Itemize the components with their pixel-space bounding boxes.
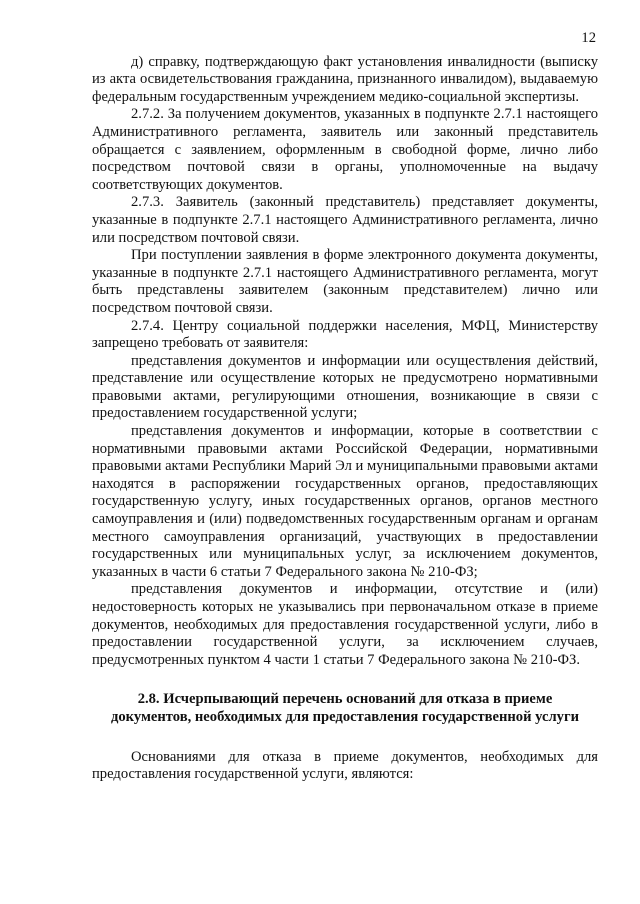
section-heading-line-2: документов, необходимых для предоставления государственной услуги: [111, 708, 579, 725]
paragraph-electronic-submission: При поступлении заявления в форме электронного документа документы, указанные в подпункте 2.7.1 настоящего Административного регламента, могут быть представлены заявителем (законным представителем) лично или посредством почтовой связи.: [92, 247, 598, 316]
section-heading-line-1: 2.8. Исчерпывающий перечень оснований для отказа в приеме: [137, 691, 553, 708]
paragraph-prohibition-actions: представления документов и информации или осуществления действий, представление или осуществление которых не предусмотрено нормативными правовыми актами, регулирующими отношения, возникающие в связи с предоставлением государственной услуги;: [92, 352, 598, 422]
paragraph-2-7-4: 2.7.4. Центру социальной поддержки населения, МФЦ, Министерству запрещено требовать от заявителя:: [92, 317, 598, 352]
paragraph-2-7-3: 2.7.3. Заявитель (законный представитель) представляет документы, указанные в подпункте 2.7.1 настоящего Административного регламента, лично или посредством почтовой связи.: [92, 194, 598, 246]
paragraph-refusal-grounds: Основаниями для отказа в приеме документов, необходимых для предоставления государственной услуги, являются:: [92, 748, 598, 783]
paragraph-prohibition-documents: представления документов и информации, которые в соответствии с нормативными правовыми актами Российской Федерации, нормативными правовыми актами Республики Марий Эл и муниципальными правовыми актами находятся в распоряжении государственных органов, предоставляющих государственную услугу, иных государственных органов, органов местного самоуправления и (или) подведомственных государственным органам и органам местного самоуправления организаций, участвующих в предоставлении государственных или муниципальных услуг, за исключением документов, указанных в части 6 статьи 7 Федерального закона № 210-ФЗ;: [92, 423, 598, 580]
paragraph-2-7-2: 2.7.2. За получением документов, указанных в подпункте 2.7.1 настоящего Административного регламента, заявитель или законный представитель обращается с заявлением, оформленным в свободной форме, лично либо посредством почтовой связи в органы, уполномоченные на выдачу соответствующих документов.: [92, 106, 598, 193]
spacer: [92, 727, 598, 749]
page-number: 12: [581, 30, 596, 46]
paragraph-disability-certificate: д) справку, подтверждающую факт установления инвалидности (выписку из акта освидетельствования гражданина, признанного инвалидом), выдаваемую федеральным государственным учреждением медико-социальной экспертизы.: [92, 53, 598, 105]
paragraph-prohibition-missing-info: представления документов и информации, отсутствие и (или) недостоверность которых не указывались при первоначальном отказе в приеме документов, необходимых для предоставления государственной услуги, либо в предоставлении государственной услуги, за исключением случаев, предусмотренных пунктом 4 части 1 статьи 7 Федерального закона № 210-ФЗ.: [92, 581, 598, 668]
section-heading-2-8: [92, 691, 598, 726]
